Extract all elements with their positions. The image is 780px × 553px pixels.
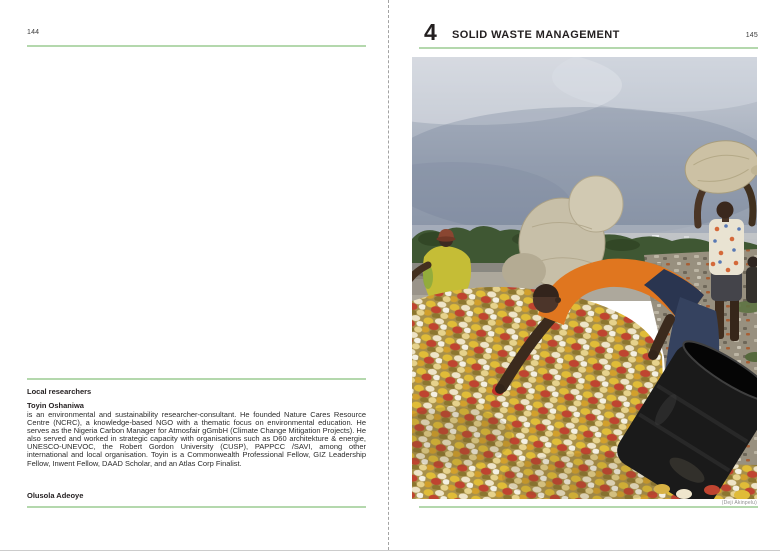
local-researchers-heading: Local researchers bbox=[27, 387, 92, 396]
researcher-bio: is an environmental and sustainability researcher-consultant. He founded Nature Cares Resource Centre (NCRC), a knowledge-based NGO with a thematic focus on environmental education. He serves as the Nigeria Carbon Manager for Atmosfair gGmbH (Climate Change Mitigation Projects). He also served and worked in strategic capacity with organisations such as D60 architekture & energie, UNESCO-UNEVOC, the Robert Gordon University (CUSP), PAPPCC /SAVI, among other international and local organisation. Toyin is a Commonwealth Professional Fellow, GIZ Leadership Fellow, Inwent Fellow, DAAD Scholar, and an Atlas Corp Finalist. bbox=[27, 410, 366, 468]
header-rule-right bbox=[419, 47, 758, 49]
page-number-right: 145 bbox=[745, 32, 758, 39]
dump-site-photo bbox=[412, 57, 757, 499]
footer-rule-right bbox=[419, 506, 758, 508]
footer-rule-left bbox=[27, 506, 366, 508]
section-rule bbox=[27, 378, 366, 380]
page-fold-dashed-line bbox=[388, 0, 389, 550]
header-rule-left bbox=[27, 45, 366, 47]
chapter-number: 4 bbox=[424, 19, 438, 45]
researcher-name: Olusola Adeoye bbox=[27, 491, 84, 500]
photo-credit: (Deji Akinpelu) bbox=[721, 500, 757, 506]
page-number-left: 144 bbox=[27, 29, 40, 36]
chapter-title: SOLID WASTE MANAGEMENT bbox=[452, 29, 620, 41]
page-bottom-edge bbox=[0, 550, 780, 551]
researcher-name: Toyin Oshaniwa bbox=[27, 401, 84, 410]
